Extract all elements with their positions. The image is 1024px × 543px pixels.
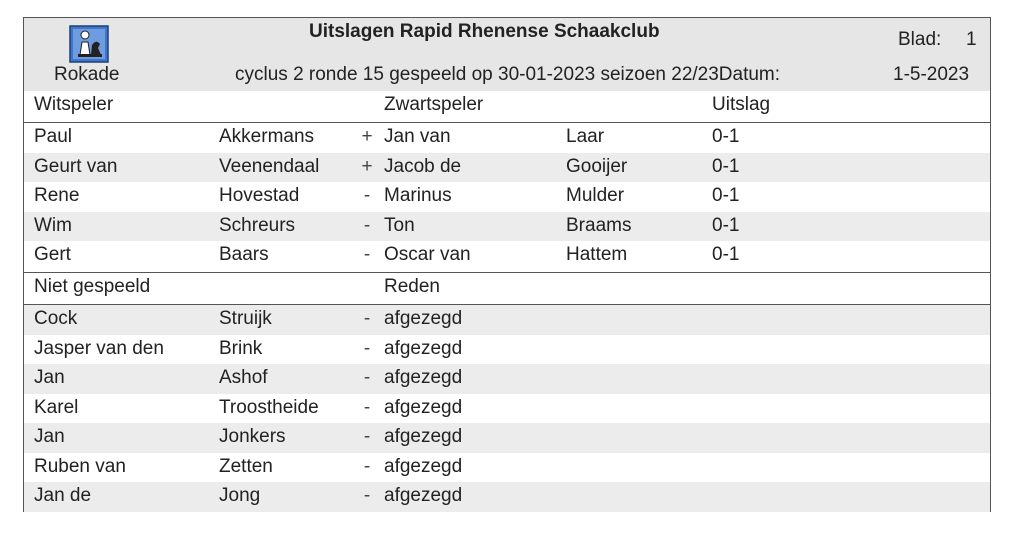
game-result: 0-1: [712, 214, 740, 236]
absence-reason: afgezegd: [384, 455, 463, 477]
column-reason: Reden: [384, 276, 440, 297]
absence-reason: afgezegd: [384, 426, 463, 447]
print-date: 1-5-2023: [893, 64, 970, 85]
results-sheet: [23, 17, 991, 512]
results-column-header: [24, 91, 990, 123]
column-white-player: Witspeler: [34, 94, 114, 115]
black-last-name: Gooijer: [566, 155, 628, 177]
player-last-name: Jong: [219, 485, 261, 506]
black-last-name: Braams: [566, 214, 632, 236]
not-played-row: [24, 482, 990, 512]
column-not-played: Niet gespeeld: [34, 276, 151, 297]
player-first-name: Karel: [34, 396, 79, 418]
white-first-name: Paul: [34, 126, 73, 147]
dash-sign: -: [363, 367, 371, 388]
absence-reason: afgezegd: [384, 337, 463, 359]
result-row: [24, 123, 990, 153]
not-played-row: [24, 335, 990, 365]
not-played-row: [24, 305, 990, 335]
column-result: Uitslag: [712, 94, 771, 115]
white-last-name: Akkermans: [219, 126, 315, 147]
color-sign: -: [363, 214, 371, 236]
blad-label: Blad:: [898, 29, 942, 50]
result-row: [24, 241, 990, 271]
absence-reason: afgezegd: [384, 485, 463, 506]
dash-sign: -: [363, 455, 371, 477]
not-played-row: [24, 423, 990, 453]
player-last-name: Jonkers: [219, 426, 286, 447]
result-row: [24, 212, 990, 242]
player-first-name: Jan: [34, 367, 65, 388]
black-first-name: Oscar van: [384, 244, 471, 265]
player-last-name: Struijk: [219, 308, 272, 329]
white-first-name: Gert: [34, 244, 71, 265]
player-first-name: Jan: [34, 426, 65, 447]
club-name: Rokade: [54, 64, 120, 85]
player-last-name: Troostheide: [219, 396, 319, 418]
color-sign: +: [361, 126, 373, 147]
player-last-name: Ashof: [219, 367, 268, 388]
chess-pieces-logo-icon: [69, 25, 109, 63]
blad-number: 1: [966, 29, 977, 50]
result-row: [24, 153, 990, 183]
game-result: 0-1: [712, 155, 740, 177]
player-first-name: Jasper van den: [34, 337, 164, 359]
not-played-row: [24, 394, 990, 424]
white-first-name: Geurt van: [34, 155, 118, 177]
column-black-player: Zwartspeler: [384, 94, 484, 115]
dash-sign: -: [363, 485, 371, 506]
absence-reason: afgezegd: [384, 308, 463, 329]
white-last-name: Baars: [219, 244, 269, 265]
dash-sign: -: [363, 396, 371, 418]
white-last-name: Schreurs: [219, 214, 296, 236]
not-played-row: [24, 453, 990, 483]
not-played-column-header: [24, 272, 990, 305]
absence-reason: afgezegd: [384, 367, 463, 388]
sheet-header: [24, 18, 990, 92]
page-title: Uitslagen Rapid Rhenense Schaakclub: [309, 21, 660, 42]
black-last-name: Laar: [566, 126, 605, 147]
player-last-name: Zetten: [219, 455, 273, 477]
not-played-row: [24, 364, 990, 394]
black-first-name: Marinus: [384, 185, 452, 206]
game-result: 0-1: [712, 244, 740, 265]
absence-reason: afgezegd: [384, 396, 463, 418]
white-last-name: Veenendaal: [219, 155, 320, 177]
black-last-name: Hattem: [566, 244, 628, 265]
game-result: 0-1: [712, 185, 740, 206]
round-subtitle: cyclus 2 ronde 15 gespeeld op 30-01-2023 seizoen 22/23Datum:: [235, 64, 781, 85]
result-row: [24, 182, 990, 212]
player-last-name: Brink: [219, 337, 263, 359]
white-first-name: Rene: [34, 185, 80, 206]
white-first-name: Wim: [34, 214, 72, 236]
color-sign: +: [361, 155, 373, 177]
color-sign: -: [363, 244, 371, 265]
black-last-name: Mulder: [566, 185, 625, 206]
black-first-name: Jacob de: [384, 155, 462, 177]
color-sign: -: [363, 185, 371, 206]
black-first-name: Jan van: [384, 126, 451, 147]
player-first-name: Jan de: [34, 485, 92, 506]
dash-sign: -: [363, 426, 371, 447]
player-first-name: Cock: [34, 308, 78, 329]
game-result: 0-1: [712, 126, 740, 147]
dash-sign: -: [363, 308, 371, 329]
player-first-name: Ruben van: [34, 455, 126, 477]
dash-sign: -: [363, 337, 371, 359]
white-last-name: Hovestad: [219, 185, 300, 206]
black-first-name: Ton: [384, 214, 415, 236]
